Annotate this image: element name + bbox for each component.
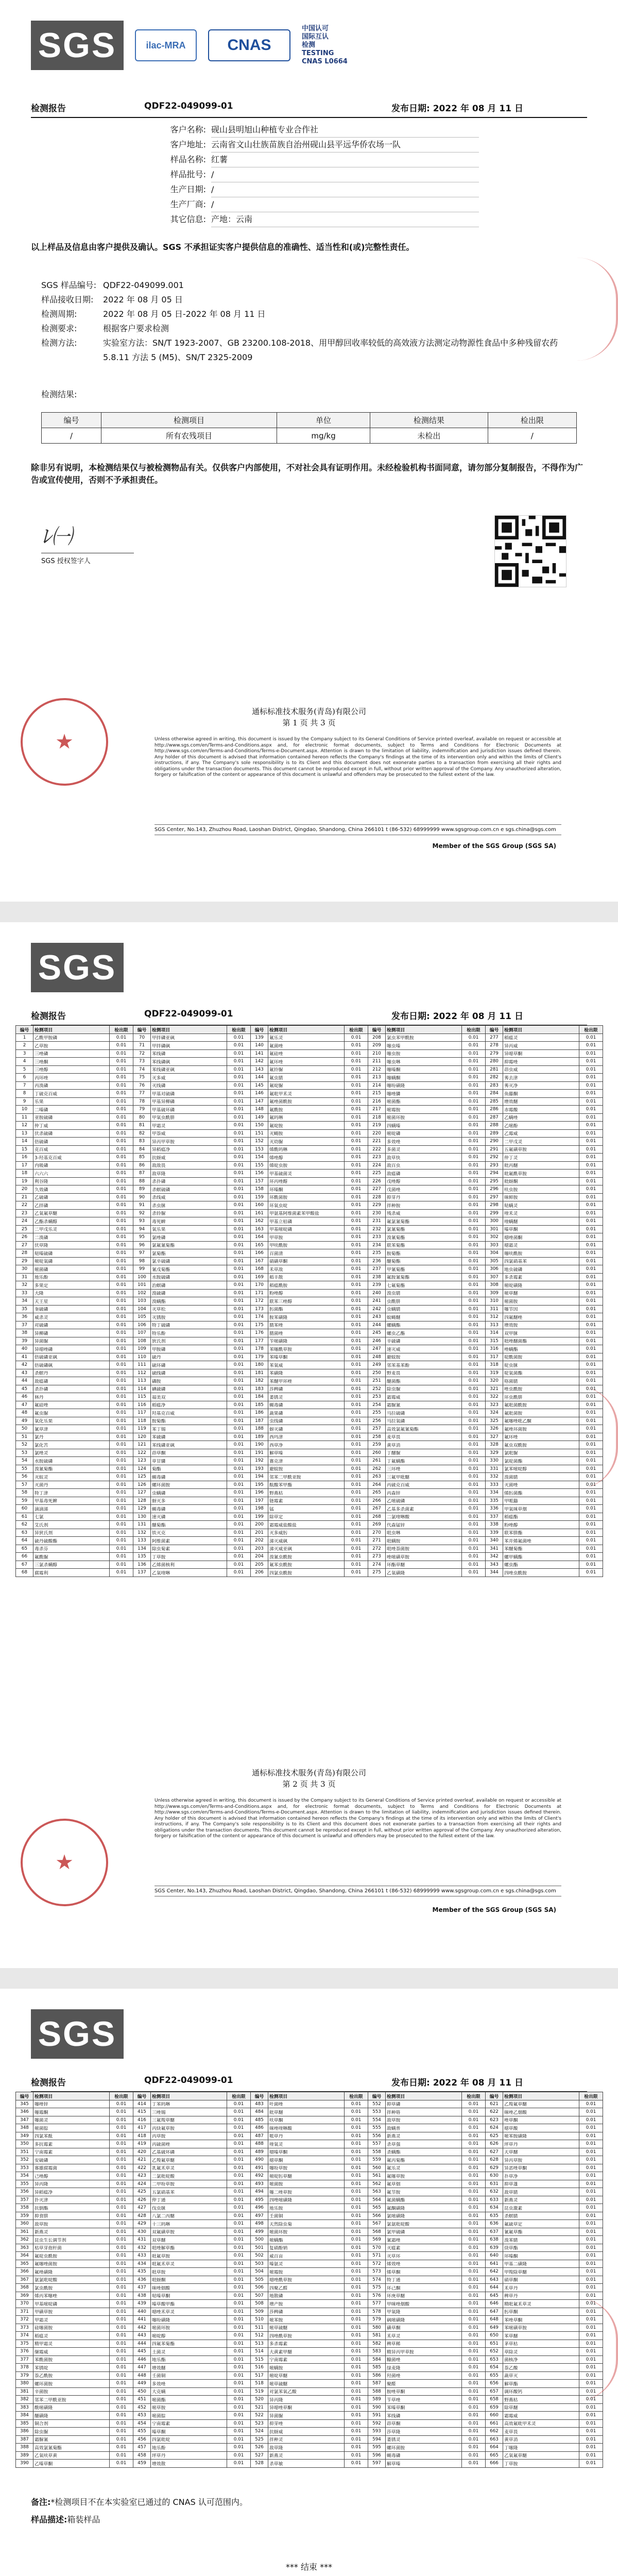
table-row: 59 甲基毒死蜱 0.01 128 蚜灭多 0.01 197 链霉素 0.01 266 乙嘧硫磷 0.01 335 甲哌鎓 0.01 <box>16 1497 603 1505</box>
table-row: 375 精甲霜灵 0.01 444 四氟苯菊酯 0.01 513 多杀霉素 0.01 582 稗草稀 0.01 651 茅草枯 0.01 <box>16 2340 603 2348</box>
report-info-line <box>31 2075 587 2092</box>
table-row: 41 倍硫磷亚砜 0.01 110 硫丹 0.01 179 苯嗪草酮 0.01 248 避蚊胺 0.01 317 啶酰菌胺 0.01 <box>16 1353 603 1361</box>
table-row: 383 酰嘧磺隆 0.01 452 嘧草胺 0.01 521 异噁唑草酮 0.01 590 苯嗪草酮 0.01 659 除草醚 0.01 <box>16 2403 603 2412</box>
table-row: 24 乙酯杀螨醇 0.01 93 毒死蜱 0.01 162 甲基立枯磷 0.01 231 氟氯氰菊酯 0.01 300 喹螨醚 0.01 <box>16 1217 603 1226</box>
table-row: 387 霜脲氰 0.01 456 四氯吡啶 0.01 525 拌种灵 0.01 594 萎锈灵 0.01 663 黄草消 0.01 <box>16 2435 603 2444</box>
issue-date: 发布日期: 2022 年 08 月 11 日 <box>391 2078 523 2088</box>
sgs-logo: SGS <box>31 943 124 992</box>
table-row: 370 甲基嘧啶磷 0.01 439 嗪草酸甲酯 0.01 508 增产胺 0.01 577 甲咪唑烟酸 0.01 646 精吡氟禾草灵 0.01 <box>16 2300 603 2308</box>
table-row: 386 除虫脲 0.01 455 嗪草酮 0.01 524 抗蚜威 0.01 593 莎草隆 0.01 662 麦草畏 0.01 <box>16 2428 603 2436</box>
issue-date: 发布日期: 2022 年 08 月 11 日 <box>391 104 523 114</box>
footer-address: SGS Center, No.143, Zhuzhou Road, Laoshan District, Qingdao, Shandong, China 266101 t (86-532) 68999999 www.sgsgroup.com.cn e sgs.china@sgs.com <box>154 824 561 835</box>
table-row: 36 威杀灵 0.01 105 灭锈胺 0.01 174 胺苯磺隆 0.01 243 蚊蝇醚 0.01 312 四氟醚唑 0.01 <box>16 1313 603 1321</box>
table-row: 388 高效氯氰菊酯 0.01 457 地乐酚 0.01 526 敌草隆 0.01 595 螺环菌胺 0.01 664 丁噻隆 0.01 <box>16 2444 603 2452</box>
table-row: 55 溴氰菊酯 0.01 124 菊酯 0.01 193 避蚊胺 0.01 262 三环唑 0.01 331 氯苯嘧啶醇 0.01 <box>16 1465 603 1473</box>
sgs-member-note: Member of the SGS Group (SGS SA) <box>432 1906 556 1913</box>
table-row: 28 哒嗪硫磷 0.01 97 氯菊酯 0.01 166 百菌清 0.01 235 胺菊酯 0.01 304 噻呋酰胺 0.01 <box>16 1249 603 1258</box>
table-row: 385 铜合剂 0.01 454 宁南霉素 0.01 523 抑芽唑 0.01 592 茚草酮 0.01 661 高效氟吡甲禾灵 0.01 <box>16 2419 603 2428</box>
table-row: 37 对硫磷 0.01 106 特丁硫磷 0.01 175 腈苯唑 0.01 244 螺螨酯 0.01 313 增效胺 0.01 <box>16 1321 603 1329</box>
table-header-row: 编号 检测项目 检出限 编号 检测项目 检出限 编号 检测项目 检出限 编号 检测项目 检出限 编号 检测项目 检出限 <box>16 1026 603 1034</box>
seal-edge-mark <box>577 1386 618 1489</box>
footer-org: 通标标准技术服务(青岛)有限公司 第 2 页 共 3 页 <box>0 1767 618 1790</box>
table-row: 54 水胺硫磷 0.01 123 草甘膦 0.01 192 赛克津 0.01 261 丁氟螨酯 0.01 330 氯啶菌酯 0.01 <box>16 1457 603 1465</box>
table-row: 366 氟唑磺隆 0.01 435 吡草胺 0.01 504 嘧霉胺 0.01 573 烯草酮 0.01 642 甲羧除草醚 0.01 <box>16 2268 603 2276</box>
report-header <box>31 21 348 70</box>
ilac-mra-logo: ilac-MRA <box>135 29 197 61</box>
table-row: 13 伏杀硫磷 0.01 82 甲萘威 0.01 151 灭蝇胺 0.01 220 嘧啶磷 0.01 289 乙霉威 0.01 <box>16 1129 603 1138</box>
pesticide-list-table <box>15 1025 603 1577</box>
company-seal <box>21 1819 108 1906</box>
table-row: 363 枯草芽孢杆菌 0.01 432 吡唑解草酯 0.01 501 复硝酚钠 0.01 570 灭瘟素 0.01 639 炔草酯 0.01 <box>16 2244 603 2252</box>
table-row: 35 奎硫磷 0.01 104 灭草松 0.01 173 肟菌酯 0.01 242 虫螨腈 0.01 311 噻节因 0.01 <box>16 1305 603 1313</box>
results-row: / 所有农残项目 mg/kg 未检出 / <box>42 428 577 444</box>
report-info-line <box>31 101 587 118</box>
table-row: 19 利谷隆 0.01 88 杀扑磷 0.01 157 环丙唑醇 0.01 226 戊唑醇 0.01 295 吡蚜酮 0.01 <box>16 1177 603 1185</box>
table-row: 356 异稻瘟净 0.01 425 五氯硝基苯 0.01 494 噻二唑草胺 0.01 563 氟节胺 0.01 632 敌草腈 0.01 <box>16 2188 603 2196</box>
table-row: 9 乐果 0.01 78 甲基异柳磷 0.01 147 氟唑菌酰胺 0.01 216 嘧菌酯 0.01 285 增效醚 0.01 <box>16 1097 603 1106</box>
legal-notice: Unless otherwise agreed in writing, this document is issued by the Company subject to its General Conditions of Service printed overleaf, available on request or accessible at http://www.sgs.com/en/Terms-and-Conditions.aspx and, for electronic format documents, subject to Terms and Conditions for Electronic Documents at http://www.sgs.com/en/Terms-and-Conditions/Terms-e-Document.aspx. Attention is drawn to the limitation of liability, indemnification and jurisdiction issues defined therein. Any holder of this document is advised that information contained hereon reflects the Company's findings at the time of its intervention only and within the limits of Client's instructions, if any. The Company's sole responsibility is to its Client and this document does not exonerate parties to a transaction from exercising all their rights and obligations under the transaction documents. This document cannot be reproduced except in full, without prior written approval of the Company. Any unauthorized alteration, forgery or falsification of the content or appearance of this document is unlawful and offenders may be prosecuted to the fullest extent of the law. <box>154 737 561 777</box>
signature-block <box>41 520 134 565</box>
table-row: 355 异丙隆 0.01 424 二甲吩草胺 0.01 493 嘧菌胺 0.01 562 氟草烟 0.01 631 抑草蓬 0.01 <box>16 2180 603 2188</box>
seal-star-icon: ★ <box>55 1851 74 1874</box>
table-row: 390 乙嗪草酮 0.01 459 增效散 0.01 528 杀草敏 0.01 597 解草嗪 0.01 666 丁草胺 0.01 <box>16 2460 603 2468</box>
table-row: 345 噻唑锌 0.01 414 丁苯吗啉 0.01 483 叶菌唑 0.01 552 抑草磷 0.01 621 乙羧氟草醚 0.01 <box>16 2100 603 2108</box>
table-row: 64 硫丹硫酸酯 0.01 133 阿维菌素 0.01 202 涕灭威砜 0.01 271 吡螨胺 0.01 340 苯并烯氟菌唑 0.01 <box>16 1537 603 1545</box>
table-row: 31 地乐酚 0.01 100 水胺硫磷 0.01 169 稻丰散 0.01 238 氟胺氰菊酯 0.01 307 多杀霉素 0.01 <box>16 1273 603 1281</box>
table-row: 38 异柳磷 0.01 107 特乐酚 0.01 176 腈菌唑 0.01 245 螺虫乙酯 0.01 314 双甲脒 0.01 <box>16 1329 603 1337</box>
table-row: 18 六六六 0.01 87 敌草隆 0.01 156 甲基硫菌灵 0.01 225 敌瘟磷 0.01 294 吡氟酰草胺 0.01 <box>16 1170 603 1178</box>
table-row: 53 氯唑灵 0.01 122 茚草酮 0.01 191 解草嗪 0.01 260 丁醚脲 0.01 329 氯吡脲 0.01 <box>16 1449 603 1457</box>
report-title: 检测报告 <box>31 2078 66 2088</box>
table-row: 389 乙氧呋草黄 0.01 458 坪草丹 0.01 527 新燕灵 0.01 596 蝇毒磷 0.01 665 乙氧氟草醚 0.01 <box>16 2451 603 2460</box>
table-row: 21 乙硫磷 0.01 90 杀线威 0.01 159 环酰菌胺 0.01 228 抑芽丹 0.01 297 咪鲜胺 0.01 <box>16 1193 603 1201</box>
results-table <box>41 412 577 444</box>
table-row: 378 苯锈啶 0.01 447 增效醚 0.01 516 嘧螨胺 0.01 585 绿麦隆 0.01 654 萘乙酸 0.01 <box>16 2364 603 2372</box>
cnas-certificate-text: 中国认可 国际互认 检测 TESTING CNAS L0664 <box>302 25 348 65</box>
table-row: 379 萘乙酰胺 0.01 448 壬菌铜 0.01 517 嘧啶草醚 0.01 586 羟菌唑 0.01 655 蔬草灭 0.01 <box>16 2371 603 2380</box>
notes-block: 备注:*检测项目不在本实验室已通过的 CNAS 认可范围内。 样品描述:箱装样品 <box>31 2497 248 2524</box>
table-row: 26 二溴磷 0.01 95 氯唑磷 0.01 164 甲草胺 0.01 233 溴氰菊酯 0.01 302 噁唑菌酮 0.01 <box>16 1233 603 1242</box>
seal-edge-mark <box>577 258 618 361</box>
table-row: 380 螺环菌胺 0.01 449 多效唑 0.01 518 嘧草硫醚 0.01 587 聚醛 0.01 656 解草酯 0.01 <box>16 2380 603 2388</box>
table-row: 51 氯丹 0.01 120 苯硫磷 0.01 189 西玛津 0.01 258 麦草畏 0.01 327 氟环唑 0.01 <box>16 1433 603 1441</box>
table-row: 357 扑灭津 0.01 426 仲丁通 0.01 495 四唑嘧磺隆 0.01 564 氟菌螨酯 0.01 633 新燕灵 0.01 <box>16 2196 603 2204</box>
report-title: 检测报告 <box>31 104 66 114</box>
sample-state: 箱装样品 <box>67 2515 100 2524</box>
table-row: 350 多抗霉素 0.01 419 丙硫菌唑 0.01 488 喹氧灵 0.01 557 杀草强 0.01 626 坪草丹 0.01 <box>16 2140 603 2148</box>
table-row: 349 四氯苯酞 0.01 418 丙草胺 0.01 487 哌草丹 0.01 556 新燕灵 0.01 625 嘧苯胺磺隆 0.01 <box>16 2132 603 2140</box>
table-row: 384 醚磺隆 0.01 453 嘧菌腙 0.01 522 异菌脲 0.01 591 苯线磷 0.01 660 霜霉威 0.01 <box>16 2412 603 2420</box>
table-row: 346 噻霉酮 0.01 415 三唑锡 0.01 484 吡草醚 0.01 553 拌种咯 0.01 622 咪唑乙烟酸 0.01 <box>16 2108 603 2116</box>
report-header <box>31 2009 124 2059</box>
table-row: 382 邻苯二甲酰亚胺 0.01 451 嘧菌酯 0.01 520 异丙隆 0.01 589 苄草唑 0.01 658 野燕枯 0.01 <box>16 2396 603 2404</box>
table-row: 44 敌瘟磷 0.01 113 磷胺 0.01 182 苯醚甲环唑 0.01 251 醚菌酯 0.01 320 咯菌腈 0.01 <box>16 1377 603 1385</box>
table-row: 348 嘧菌腙 0.01 417 丙炔氟草胺 0.01 486 咪唑喹啉酸 0.01 555 敌螨普 0.01 624 噁草酸 0.01 <box>16 2124 603 2132</box>
table-row: 374 稻瘟灵 0.01 443 嘧啶醇 0.01 512 四唑酰草胺 0.01 581 禾草灵 0.01 650 苯草醚 0.01 <box>16 2332 603 2340</box>
table-row: 360 敌草胺 0.01 429 十三吗啉 0.01 498 天然除虫菊 0.01 567 氯氨吡啶酸 0.01 636 氟硫草定 0.01 <box>16 2220 603 2228</box>
table-row: 45 杀扑磷 0.01 114 碘硫磷 0.01 183 莎稗磷 0.01 252 除虫脲 0.01 321 唑虫酰胺 0.01 <box>16 1385 603 1393</box>
table-row: 365 氟噻唑菌胺 0.01 434 吡氟禾草灵 0.01 503 嗪氨灵 0.01 572 烯效唑 0.01 641 甲基二磺隆 0.01 <box>16 2260 603 2268</box>
legal-notice: Unless otherwise agreed in writing, this document is issued by the Company subject to its General Conditions of Service printed overleaf, available on request or accessible at http://www.sgs.com/en/Terms-and-Conditions.aspx and, for electronic format documents, subject to Terms and Conditions for Electronic Documents at http://www.sgs.com/en/Terms-and-Conditions/Terms-e-Document.aspx. Attention is drawn to the limitation of liability, indemnification and jurisdiction issues defined therein. Any holder of this document is advised that information contained hereon reflects the Company's findings at the time of its intervention only and within the limits of Client's instructions, if any. The Company's sole responsibility is to its Client and this document does not exonerate parties to a transaction from exercising all their rights and obligations under the transaction documents. This document cannot be reproduced except in full, without prior written approval of the Company. Any unauthorized alteration, forgery or falsification of the content or appearance of this document is unlawful and offenders may be prosecuted to the fullest extent of the law. <box>154 1798 561 1839</box>
table-row: 56 灭蚁灵 0.01 125 蝇毒磷 0.01 194 邻苯二甲酰亚胺 0.01 263 三氟甲吡醚 0.01 332 溴菌腈 0.01 <box>16 1473 603 1481</box>
table-row: 66 氟酰脲 0.01 135 丁草胺 0.01 204 溴氰虫酰胺 0.01 273 唑嘧磺草胺 0.01 342 螺甲螨酯 0.01 <box>16 1553 603 1561</box>
table-row: 39 异菌脲 0.01 108 狄氏剂 0.01 177 苄嘧磺隆 0.01 246 辛硫磷 0.01 315 吡唑醚菌酯 0.01 <box>16 1337 603 1345</box>
results-label: 检测结果: <box>41 389 77 399</box>
table-row: 358 抗倒酯 0.01 427 伐虫脒 0.01 496 地乐胺 0.01 565 氟酮磺隆 0.01 634 昆虫激素 0.01 <box>16 2204 603 2212</box>
table-row: 364 氟啶虫酰胺 0.01 433 吡氟草胺 0.01 502 威百亩 0.01 571 灭草环 0.01 640 环嗪酮 0.01 <box>16 2252 603 2260</box>
signature-image: ﾚ㈠ <box>41 525 72 549</box>
table-row: 8 丁硫克百威 0.01 77 甲基对硫磷 0.01 146 氟吡甲禾灵 0.01 215 噻唑膦 0.01 284 鱼藤酮 0.01 <box>16 1090 603 1098</box>
page-number: 第 1 页 共 3 页 <box>282 718 336 727</box>
table-row: 377 苯酰菌胺 0.01 446 地乐酯 0.01 515 宁南霉素 0.01 584 糠菌唑 0.01 653 菌核净 0.01 <box>16 2355 603 2364</box>
end-marker: *** 结束 *** <box>285 2562 333 2572</box>
sgs-logo: SGS <box>31 2009 124 2059</box>
table-row: 381 辛菌胺 0.01 450 大克螨 0.01 519 对氯苯氧乙酸 0.01 588 胺唑草酮 0.01 657 调环酸钙 0.01 <box>16 2387 603 2396</box>
table-row: 14 倍硫磷 0.01 83 异丙甲草胺 0.01 152 灭幼脲 0.01 221 多效唑 0.01 290 二甲戊灵 0.01 <box>16 1138 603 1146</box>
results-header-row: 编号 检测项目 单位 检测结果 检出限 <box>42 413 577 428</box>
table-row: 7 丙溴磷 0.01 76 灭线磷 0.01 145 氟啶脲 0.01 214 噻吩磺隆 0.01 283 莠灭净 0.01 <box>16 1081 603 1090</box>
table-row: 353 寡雄腐霉菌 0.01 422 乳氟禾草灵 0.01 491 噻吩草胺 0.01 560 氟乐灵 0.01 629 异恶唑草酮 0.01 <box>16 2164 603 2172</box>
report-number: QDF22-049099-01 <box>144 1009 233 1019</box>
table-row: 368 氯虫酰胺 0.01 437 咪唑烟酸 0.01 506 四聚乙醛 0.01 575 环己酮 0.01 644 禾草丹 0.01 <box>16 2284 603 2292</box>
seal-star-icon: ★ <box>55 730 74 754</box>
table-row: 16 3-羟基克百威 0.01 85 抗蚜威 0.01 154 烯唑醇 0.01 223 敌草快 0.01 292 仲丁灵 0.01 <box>16 1154 603 1162</box>
table-header-row: 编号 检测项目 检出限 编号 检测项目 检出限 编号 检测项目 检出限 编号 检测项目 检出限 编号 检测项目 检出限 <box>16 2092 603 2100</box>
table-row: 361 新燕灵 0.01 430 双氟磺草胺 0.01 499 嘧菌环胺 0.01 568 氯甲硫磷 0.01 637 氰氟草酯 0.01 <box>16 2228 603 2236</box>
client-info: 客户名称: 砚山县明旭山种植专业合作社 客户地址: 云南省文山壮族苗族自治州砚山县平远华侨农场一队 样品名称: 红薯 样品批号: / 生产日期: / 生产厂商: / 其它信息: 产地：云南 <box>139 123 479 227</box>
table-row: 20 久效磷 0.01 89 杀螟硫磷 0.01 158 环嗪酮 0.01 227 戊菌唑 0.01 296 呋虫胺 0.01 <box>16 1185 603 1194</box>
table-row: 49 氧化乐果 0.01 118 胺菊酯 0.01 187 虫线磷 0.01 256 马拉氧磷 0.01 325 氟噻唑吡乙酮 0.01 <box>16 1417 603 1425</box>
table-row: 4 三唑酮 0.01 73 苯线磷砜 0.01 142 氟环唑 0.01 211 噻虫啉 0.01 280 抑霉唑 0.01 <box>16 1058 603 1066</box>
table-row: 351 宁南霉素 0.01 420 乙基硫环磷 0.01 489 噁嗪草酮 0.01 558 杀螨酯 0.01 627 天草醚 0.01 <box>16 2148 603 2156</box>
table-row: 50 氰草津 0.01 119 苯丁锡 0.01 188 蚜灭磷 0.01 257 高效氯氟氰菊酯 0.01 326 氟唑环菌胺 0.01 <box>16 1425 603 1433</box>
qr-code <box>494 515 566 587</box>
table-row: 347 噻菌灵 0.01 416 三氟羧草醚 0.01 485 呋草酮 0.01 554 敌草胺 0.01 623 唑草酮 0.01 <box>16 2116 603 2124</box>
table-row: 362 昆虫生长调节剂 0.01 431 双草醚 0.01 500 嘧螨酯 0.01 569 氰霜唑 0.01 638 溴苯腈 0.01 <box>16 2236 603 2244</box>
client-info-disclaimer: 以上样品及信息由客户提供及确认。SGS 不承担证实客户提供信息的准确性、适当性和(或)完整性责任。 <box>31 242 415 252</box>
table-row: 32 多果定 0.01 101 治螟磷 0.01 170 稻瘟酰胺 0.01 239 七氟菊酯 0.01 308 嘧啶磺隆 0.01 <box>16 1281 603 1290</box>
table-row: 25 二甲戊乐灵 0.01 94 氧乐果 0.01 163 甲基嘧啶磷 0.01 232 氯氰菊酯 0.01 301 嗪草酮 0.01 <box>16 1225 603 1233</box>
issue-date: 发布日期: 2022 年 08 月 11 日 <box>391 1011 523 1022</box>
report-title: 检测报告 <box>31 1011 66 1022</box>
table-row: 46 林丹 0.01 115 福美双 0.01 184 萎锈灵 0.01 253 霜霉威 0.01 322 环虫酰肼 0.01 <box>16 1393 603 1401</box>
table-row: 359 抑食肼 0.01 428 八氯二丙醚 0.01 497 壬菌铜 0.01 566 氯嘧磺隆 0.01 635 杀螟腈 0.01 <box>16 2212 603 2220</box>
cnas-scope-note: *检测项目不在本实验室已通过的 CNAS 认可范围内。 <box>50 2497 248 2507</box>
table-row: 65 毒杀芬 0.01 134 除虫菊素 0.01 203 涕灭威亚砜 0.01 272 吡唑萘菌胺 0.01 341 苯醚菊酯 0.01 <box>16 1545 603 1553</box>
cnas-logo: CNAS <box>208 29 290 61</box>
table-row: 48 氟虫脲 0.01 117 羟基克百威 0.01 186 蔬果磷 0.01 255 马拉硫磷 0.01 324 氟吡菌胺 0.01 <box>16 1409 603 1417</box>
table-row: 29 嘧啶氧磷 0.01 98 氯辛硫磷 0.01 167 硝磺草酮 0.01 236 醚菊酯 0.01 305 四氯硝基苯 0.01 <box>16 1257 603 1265</box>
table-row: 3 三唑磷 0.01 72 苯线磷 0.01 141 氟硅唑 0.01 210 噻虫胺 0.01 279 异噁草酮 0.01 <box>16 1049 603 1058</box>
report-number: QDF22-049099-01 <box>144 101 233 111</box>
table-row: 12 仲丁威 0.01 81 甲霜灵 0.01 150 氟啶胺 0.01 219 四螨嗪 0.01 288 乙嘧酚 0.01 <box>16 1122 603 1130</box>
table-row: 11 亚胺硫磷 0.01 80 甲氧虫酰肼 0.01 149 氟吗啉 0.01 218 嘧菌环胺 0.01 287 乙螨唑 0.01 <box>16 1113 603 1122</box>
table-row: 17 内吸磷 0.01 86 敌敌畏 0.01 155 烯啶虫胺 0.01 224 敌百虫 0.01 293 吡丙醚 0.01 <box>16 1161 603 1170</box>
table-row: 367 氨氯吡啶酸 0.01 436 吡蚜酮 0.01 505 噁唑酰草胺 0.01 574 特丁通 0.01 643 硝草酮 0.01 <box>16 2276 603 2284</box>
table-row: 369 烯丙苯噻唑 0.01 438 哒嗪草酮 0.01 507 地散磷 0.01 576 环庚草醚 0.01 645 稗草丹 0.01 <box>16 2292 603 2300</box>
report-page-1 <box>0 0 618 902</box>
table-row: 354 己唑醇 0.01 423 二氯吡啶酸 0.01 492 嘧啶肟草醚 0.01 561 氟噻草胺 0.01 630 扑草净 0.01 <box>16 2172 603 2180</box>
report-header <box>31 943 124 992</box>
table-row: 42 倍硫磷砜 0.01 111 硫环磷 0.01 180 苯氧威 0.01 249 邻苯基苯酚 0.01 318 啶虫脒 0.01 <box>16 1361 603 1369</box>
table-row: 58 特丁津 0.01 127 虫螨磷 0.01 196 野燕枯 0.01 265 丙森锌 0.01 334 烯肟菌酯 0.01 <box>16 1489 603 1497</box>
table-row: 22 乙拌磷 0.01 91 杀虫脒 0.01 160 环氧虫啶 0.01 229 拌种胺 0.01 298 哒螨灵 0.01 <box>16 1201 603 1210</box>
footer-org: 通标标准技术服务(青岛)有限公司 第 1 页 共 3 页 <box>0 706 618 728</box>
sgs-logo: SGS <box>31 21 124 70</box>
report-info-line <box>31 1009 587 1026</box>
table-row: 6 丙环唑 0.01 75 灭多威 0.01 144 氟虫腈 0.01 213 噻螨酮 0.01 282 莠去津 0.01 <box>16 1074 603 1082</box>
table-row: 52 氯化苦 0.01 121 苯线磷亚砜 0.01 190 西草净 0.01 259 黄草消 0.01 328 氟虫双酰胺 0.01 <box>16 1441 603 1449</box>
table-row: 23 乙氧氟草醚 0.01 92 杀铃脲 0.01 161 甲氨基阿维菌素苯甲酸盐 0.01 230 残杀威 0.01 299 喹禾灵 0.01 <box>16 1209 603 1217</box>
table-row: 63 异狄氏剂 0.01 132 铁灭克 0.01 201 灭多威肟 0.01 270 吡虫啉 0.01 339 联苯肼酯 0.01 <box>16 1529 603 1537</box>
table-row: 62 艾氏剂 0.01 131 醚菊酯 0.01 200 霜霉威盐酸盐 0.01 269 代森锰锌 0.01 338 粉唑醇 0.01 <box>16 1521 603 1529</box>
table-row: 27 伏草隆 0.01 96 氯氟氰菊酯 0.01 165 甲呋酰胺 0.01 234 联苯菊酯 0.01 303 噁霜灵 0.01 <box>16 1241 603 1249</box>
table-row: 376 缬霉威 0.01 445 土菌灵 0.01 514 大黄素甲醚 0.01 583 精异丙甲草胺 0.01 652 草除灵 0.01 <box>16 2348 603 2356</box>
table-row: 61 七氯 0.01 130 速灭磷 0.01 199 除草定 0.01 268 二氯喹啉酸 0.01 337 稻瘟酯 0.01 <box>16 1513 603 1521</box>
table-row: 15 克百威 0.01 84 异稻瘟净 0.01 153 烯酰吗啉 0.01 222 多菌灵 0.01 291 五氟磺草胺 0.01 <box>16 1145 603 1154</box>
seal-edge-mark <box>577 2298 618 2401</box>
table-row: 40 异噁唑磷 0.01 109 甲胺磷 0.01 178 苯噻酰草胺 0.01 247 速灭威 0.01 316 唑螨酯 0.01 <box>16 1345 603 1353</box>
table-row: 57 灭菌丹 0.01 126 螺环菌胺 0.01 195 酞酸苯甲酯 0.01 264 丙硫克百威 0.01 333 灭菌唑 0.01 <box>16 1481 603 1489</box>
report-page-3 <box>0 1989 618 2576</box>
report-page-2 <box>0 922 618 1968</box>
page-number: 第 2 页 共 3 页 <box>282 1780 336 1789</box>
table-row: 60 滴滴涕 0.01 129 蝇毒磷 0.01 198 锰 0.01 267 乙基多杀菌素 0.01 336 甲氧咪草烟 0.01 <box>16 1505 603 1513</box>
table-row: 2 乙草胺 0.01 71 甲拌磷砜 0.01 140 氟菌唑 0.01 209 噻虫嗪 0.01 278 异丙威 0.01 <box>16 1042 603 1050</box>
table-row: 67 三氯杀螨醇 0.01 136 乙烯菌核利 0.01 205 氟苯虫酰胺 0.01 274 环酯草醚 0.01 343 螺虫酯 0.01 <box>16 1561 603 1569</box>
pesticide-list-table <box>15 2092 603 2468</box>
table-row: 30 嘧菌磷 0.01 99 氰戊菊酯 0.01 168 禾草敌 0.01 237 甲氰菊酯 0.01 306 地虫硫磷 0.01 <box>16 1265 603 1274</box>
table-row: 33 大隆 0.01 102 溴硫磷 0.01 171 粉唑醇 0.01 240 溴虫腈 0.01 309 嘧草醚 0.01 <box>16 1289 603 1297</box>
table-row: 372 甲霜灵 0.01 441 噻吩磺隆 0.01 510 嘧苯胺 0.01 579 砜嘧磺隆 0.01 648 苯唑草酮 0.01 <box>16 2316 603 2324</box>
table-row: 10 二嗪磷 0.01 79 甲基硫环磷 0.01 148 氟酰胺 0.01 217 嘧霉胺 0.01 286 赤霉酸 0.01 <box>16 1106 603 1114</box>
table-row: 373 硅噻菌胺 0.01 442 嘧菌环胺 0.01 511 嘧草硫醚 0.01 580 磺草酮 0.01 649 苯嘧磺草胺 0.01 <box>16 2324 603 2332</box>
table-row: 34 天王星 0.01 103 溴螨酯 0.01 172 联苯三唑醇 0.01 241 虫酰肼 0.01 310 嘧菌胺 0.01 <box>16 1297 603 1306</box>
signer-title: SGS 授权签字人 <box>41 553 134 565</box>
table-row: 68 腐霉利 0.01 137 乙氧喹啉 0.01 206 四氯虫酰胺 0.01 275 乙氧磺隆 0.01 344 四唑虫酰胺 0.01 <box>16 1569 603 1577</box>
table-row: 371 甲磺草胺 0.01 440 噁唑禾草灵 0.01 509 莎稗磷 0.01 578 甲氧隆 0.01 647 肟草酮 0.01 <box>16 2308 603 2316</box>
table-row: 43 杀螟丹 0.01 112 硫线磷 0.01 181 苯磺隆 0.01 250 野麦畏 0.01 319 啶氧菌酯 0.01 <box>16 1369 603 1377</box>
footer-address: SGS Center, No.143, Zhuzhou Road, Laoshan District, Qingdao, Shandong, China 266101 t (86-532) 68999999 www.sgsgroup.com.cn e sgs.china@sgs.com <box>154 1886 561 1896</box>
sgs-member-note: Member of the SGS Group (SGS SA) <box>432 842 556 850</box>
table-row: 352 安硫磷 0.01 421 乙羧氟草醚 0.01 490 噁草酮 0.01 559 氟丙菊酯 0.01 628 异丙草胺 0.01 <box>16 2156 603 2164</box>
results-disclaimer: 除非另有说明，本检测结果仅与被检测物品有关。仅供客户内部使用，不对社会具有证明作用。未经检验机构书面同意，请勿部分复制报告，不得作为广告或宣传使用，否则不予承担责任。 <box>31 463 583 485</box>
sample-info: SGS 样品编号: QDF22-049099.001 样品接收日期: 2022 年 08 月 05 日 检测周期: 2022 年 08 月 05 日-2022 年 08 月 11 日 检测要求: 根据客户要求检测 检测方法: 实验室方法：SN/T 1923-2007、GB 23200.108-2018、用甲醇回收率较低的高效液方法测定动物源性食品中多种残留农药 5.8.11 方法 5 (M5)、SN/T 2325-2009 <box>41 280 558 362</box>
report-number: QDF22-049099-01 <box>144 2075 233 2086</box>
table-row: 47 氟硅唑 0.01 116 稻瘟净 0.01 185 蝇毒磷 0.01 254 霜脲氰 0.01 323 氟吡菌酰胺 0.01 <box>16 1401 603 1409</box>
table-row: 1 乙酰甲胺磷 0.01 70 甲拌磷亚砜 0.01 139 氟乐灵 0.01 208 氯虫苯甲酰胺 0.01 277 稻瘟灵 0.01 <box>16 1033 603 1042</box>
table-row: 5 三唑醇 0.01 74 苯线磷亚砜 0.01 143 氟铃脲 0.01 212 噻嗪酮 0.01 281 茚虫威 0.01 <box>16 1065 603 1074</box>
